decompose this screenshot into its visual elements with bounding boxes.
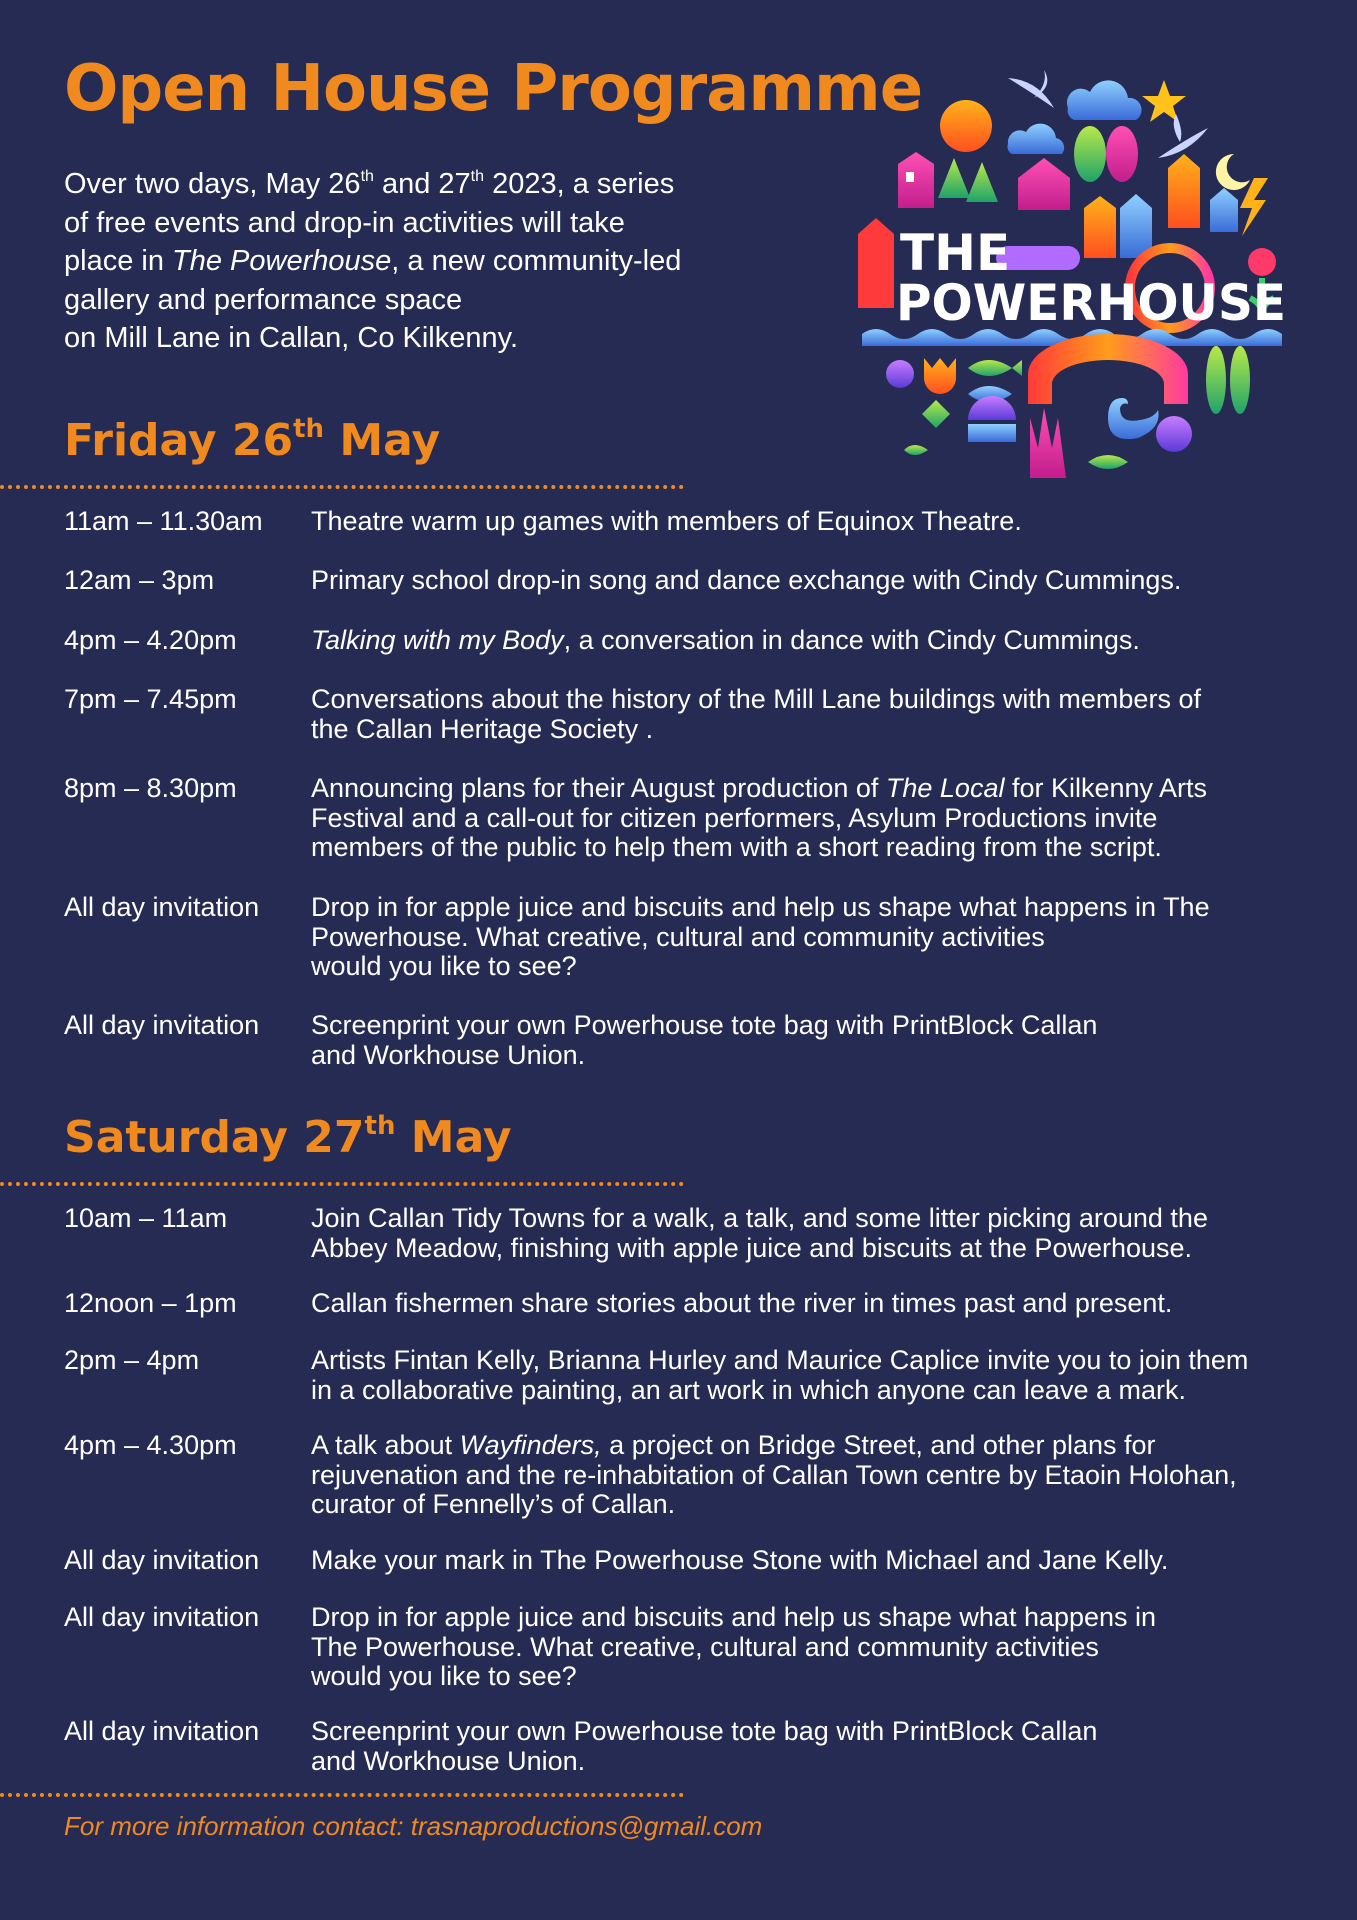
star-icon	[1142, 80, 1186, 122]
divider	[0, 1182, 684, 1186]
event-description: Theatre warm up games with members of Equinox Theatre.	[311, 506, 1022, 536]
house-icon	[858, 218, 894, 308]
divider	[0, 485, 684, 489]
tree-icon	[966, 162, 998, 202]
house-icon	[1120, 194, 1152, 258]
event-time: 12noon – 1pm	[64, 1288, 237, 1318]
event-description: Primary school drop-in song and dance exchange with Cindy Cummings.	[311, 565, 1182, 595]
house-icon	[1084, 196, 1116, 258]
event-description: Screenprint your own Powerhouse tote bag with PrintBlock Callan and Workhouse Union.	[311, 1716, 1098, 1776]
leaf-icon	[1230, 346, 1250, 414]
saturday-heading: Saturday 27th May	[64, 1111, 512, 1163]
event-time: All day invitation	[64, 1545, 260, 1575]
event-time: 4pm – 4.30pm	[64, 1430, 237, 1460]
event-time: 7pm – 7.45pm	[64, 684, 237, 714]
friday-heading: Friday 26th May	[64, 414, 441, 466]
intro-line-3: place in The Powerhouse, a new community-led	[64, 245, 682, 277]
bird-icon	[1008, 70, 1054, 108]
event-time: All day invitation	[64, 1010, 260, 1040]
fish-icon	[968, 360, 1022, 376]
event-time: 10am – 11am	[64, 1203, 228, 1233]
powerhouse-logo	[858, 58, 1298, 488]
contact-info: For more information contact: trasnaproductions@gmail.com	[64, 1811, 763, 1841]
logo-line-2: POWERHOUSE	[896, 274, 1286, 332]
page-title: Open House Programme	[64, 52, 923, 126]
flower-icon	[1248, 248, 1276, 276]
swan-icon	[1108, 398, 1159, 439]
intro-line-2: of free events and drop-in activities will take	[64, 206, 625, 239]
house-icon	[898, 152, 934, 208]
event-description: Screenprint your own Powerhouse tote bag with PrintBlock Callan and Workhouse Union.	[311, 1010, 1098, 1070]
tree-icon	[938, 158, 970, 198]
intro-line-5: on Mill Lane in Callan, Co Kilkenny.	[64, 322, 519, 354]
event-description: Artists Fintan Kelly, Brianna Hurley and Maurice Caplice invite you to join them in a collaborative painting, an art work in which anyone can leave a mark.	[311, 1345, 1249, 1405]
event-time: All day invitation	[64, 1716, 260, 1746]
event-time: 8pm – 8.30pm	[64, 773, 237, 803]
event-time: All day invitation	[64, 1602, 260, 1632]
divider	[0, 1793, 684, 1797]
sun-icon	[940, 100, 992, 152]
event-description: A talk about Wayfinders, a project on Bridge Street, and other plans for rejuvenation and the re-inhabitation of Callan Town centre by Etaoin Holohan, curator of Fennelly’s of Callan.	[311, 1430, 1237, 1519]
event-time: All day invitation	[64, 892, 260, 922]
event-description: Callan fishermen share stories about the river in times past and present.	[311, 1288, 1173, 1318]
event-description: Announcing plans for their August production of The Local for Kilkenny Arts Festival and a call-out for citizen performers, Asylum Productions invite members of the public to help them with a short reading from the script.	[311, 773, 1208, 862]
event-time: 12am – 3pm	[64, 565, 215, 595]
event-description: Talking with my Body, a conversation in dance with Cindy Cummings.	[311, 625, 1140, 655]
intro-line-4: gallery and performance space	[64, 283, 463, 316]
logo-line-1: THE	[900, 224, 1011, 282]
event-description: Drop in for apple juice and biscuits and help us shape what happens in The Powerhouse. What creative, cultural and community activities would you like to see?	[311, 892, 1210, 981]
intro-line-1: Over two days, May 26th and 27th 2023, a series	[64, 168, 675, 200]
intro-text	[64, 158, 744, 358]
event-description: Conversations about the history of the Mill Lane buildings with members of the Callan Heritage Society .	[311, 684, 1201, 744]
fish-icon	[1088, 455, 1128, 469]
event-time: 2pm – 4pm	[64, 1345, 200, 1375]
event-description: Drop in for apple juice and biscuits and help us shape what happens in The Powerhouse. What creative, cultural and community activities would you like to see?	[311, 1602, 1157, 1691]
event-time: 11am – 11.30am	[64, 506, 263, 536]
bird-icon	[1158, 114, 1208, 158]
moon-icon	[1216, 154, 1250, 190]
leaf-icon	[1206, 346, 1226, 414]
house-icon	[1018, 158, 1070, 210]
house-icon	[1168, 154, 1200, 228]
event-description: Join Callan Tidy Towns for a walk, a talk, and some litter picking around the Abbey Meadow, finishing with apple juice and biscuits at the Powerhouse.	[311, 1203, 1208, 1263]
event-time: 4pm – 4.20pm	[64, 625, 237, 655]
house-icon	[1210, 188, 1238, 232]
tree-icon	[1106, 126, 1138, 182]
event-description: Make your mark in The Powerhouse Stone with Michael and Jane Kelly.	[311, 1545, 1169, 1575]
grass-icon	[1030, 408, 1066, 478]
tree-icon	[1074, 126, 1106, 182]
tulip-icon	[924, 358, 956, 394]
cloud-icon	[1007, 124, 1064, 154]
cloud-icon	[1067, 80, 1142, 120]
